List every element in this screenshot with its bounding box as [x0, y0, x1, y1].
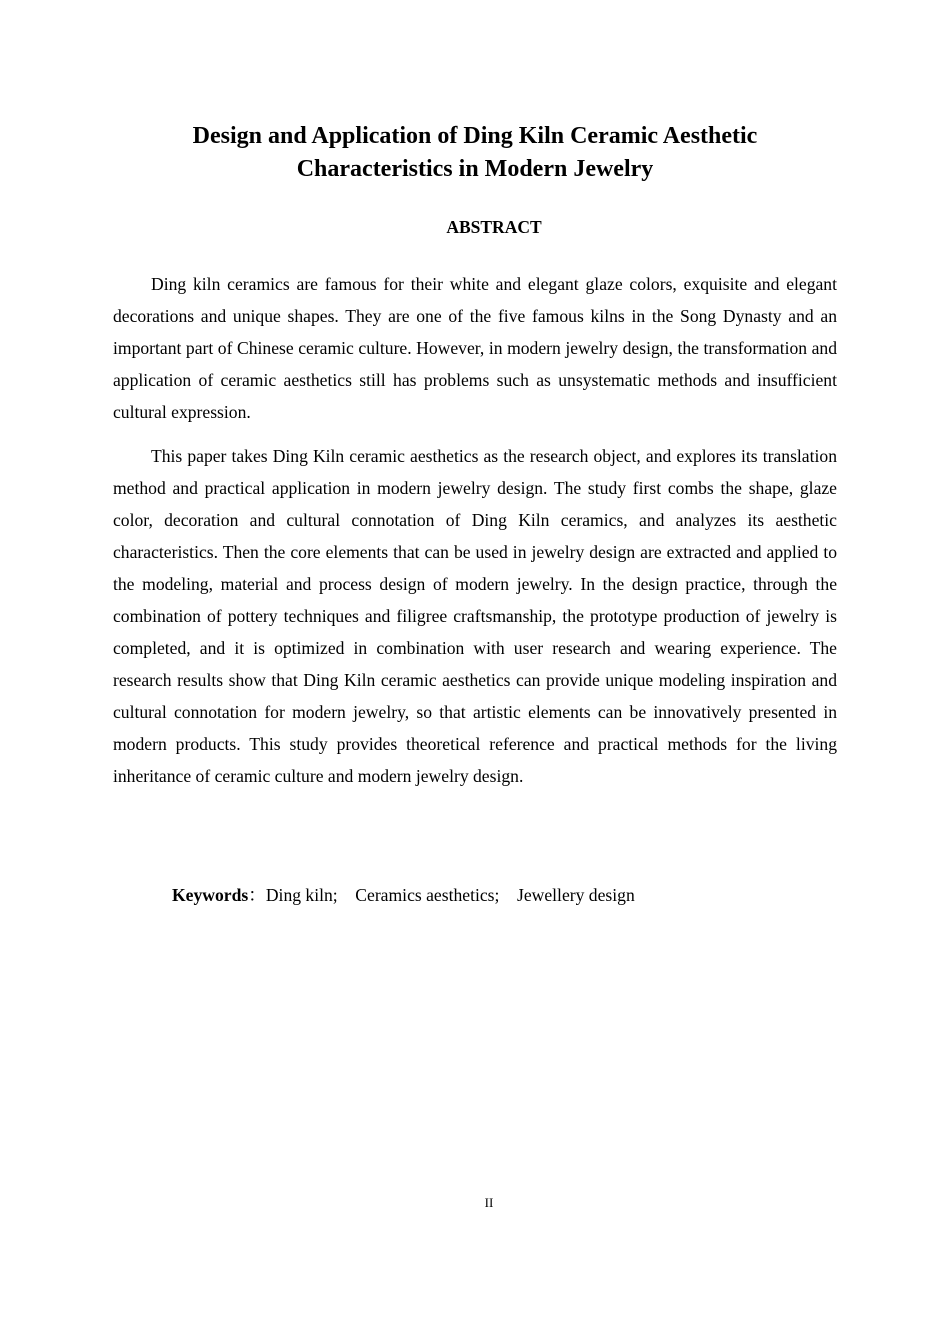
title-line-1: Design and Application of Ding Kiln Ceramic Aesthetic — [192, 123, 758, 149]
paper-title — [113, 120, 837, 186]
keywords-line — [172, 882, 635, 908]
keywords-separator: ： — [248, 885, 266, 905]
page-number: II — [484, 1195, 494, 1210]
abstract-paragraph-1: Ding kiln ceramics are famous for their white and elegant glaze colors, exquisite and elegant decorations and unique shapes. They are one of the five famous kilns in the Song Dynasty and an important part of Chinese ceramic culture. However, in modern jewelry design, the transformation and application of ceramic aesthetics still has problems such as unsystematic methods and insufficient cultural expression. — [113, 274, 837, 422]
title-line-2: Characteristics in Modern Jewelry — [296, 156, 654, 182]
abstract-heading: ABSTRACT — [446, 217, 542, 237]
keywords-label: Keywords — [172, 885, 249, 905]
abstract-paragraph-2: This paper takes Ding Kiln ceramic aesthetics as the research object, and explores its translation method and practical application in modern jewelry design. The study first combs the shape, glaze color, decoration and cultural connotation of Ding Kiln ceramics, and analyzes its aesthetic characteristics. Then the core elements that can be used in jewelry design are extracted and applied to the modeling, material and process design of modern jewelry. In the design practice, through the combination of pottery techniques and filigree craftsmanship, the prototype production of jewelry is completed, and it is optimized in combination with user research and wearing experience. The research results show that Ding Kiln ceramic aesthetics can provide unique modeling inspiration and cultural connotation for modern jewelry, so that artistic elements can be innovatively presented in modern products. This study provides theoretical reference and practical methods for the living inheritance of ceramic culture and modern jewelry design. — [113, 446, 837, 786]
keywords-items: Ding kiln; Ceramics aesthetics; Jewellery design — [265, 885, 635, 905]
